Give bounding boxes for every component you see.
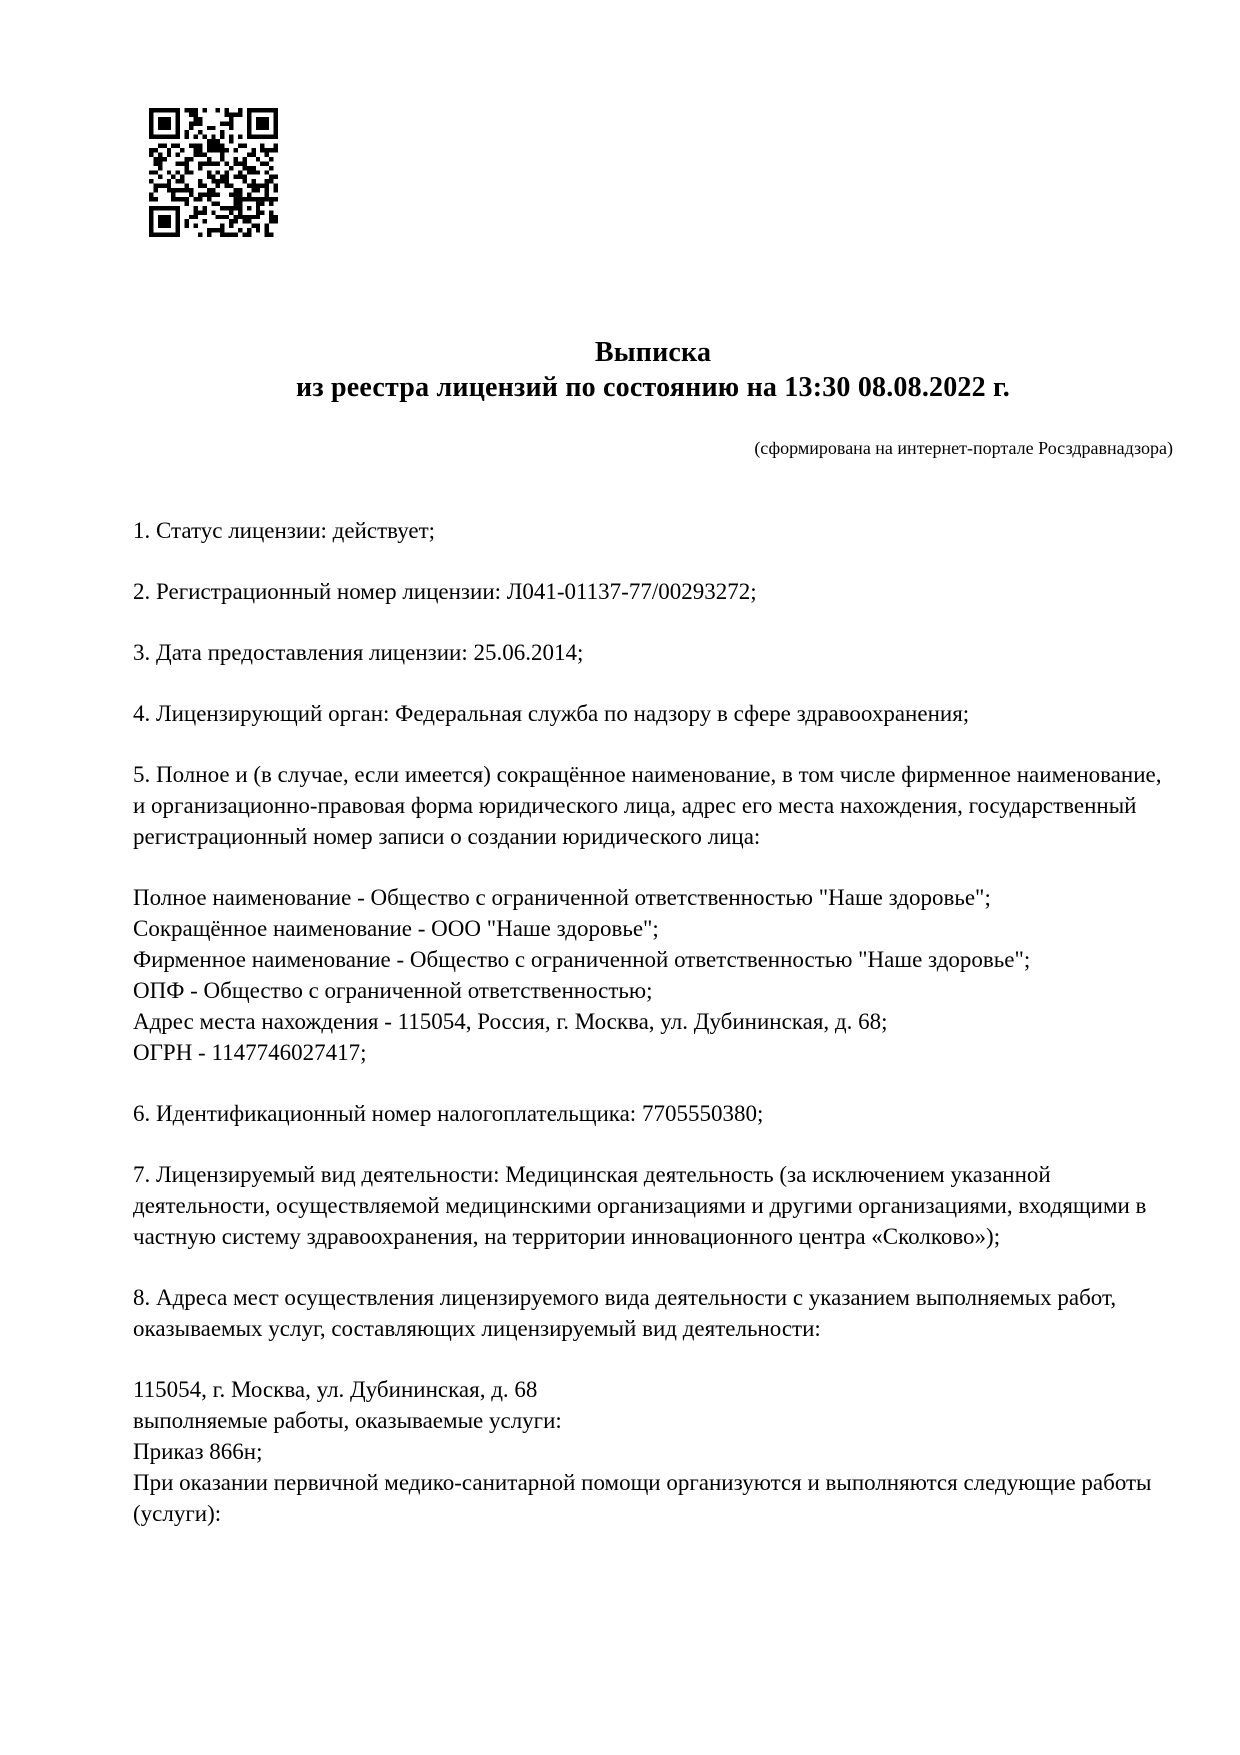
paragraph-inn: 6. Идентификационный номер налогоплательщика: 7705550380;	[133, 1101, 764, 1126]
document-title	[133, 335, 1173, 405]
paragraph-grant-date: 3. Дата предоставления лицензии: 25.06.2014;	[133, 640, 584, 665]
paragraph-license-status: 1. Статус лицензии: действует;	[133, 518, 436, 543]
document-body	[133, 515, 1173, 1529]
document-subtitle: (сформирована на интернет-портале Росздравнадзора)	[754, 438, 1173, 458]
title-line-2: из реестра лицензий по состоянию на 13:30 08.08.2022 г.	[296, 372, 1010, 403]
org-ogrn: ОГРН - 1147746027417;	[133, 1040, 367, 1065]
paragraph-licensed-activity: 7. Лицензируемый вид деятельности: Медицинская деятельность (за исключением указанной деятельности, осуществляемой медицинскими организациями и другими организациями, входящими в частную систему здравоохранения, на территории инновационного центра «Сколково»);	[133, 1162, 1147, 1249]
organization-block	[133, 882, 1173, 1068]
title-line-1: Выписка	[594, 337, 712, 368]
org-legal-form: ОПФ - Общество с ограниченной ответственностью;	[133, 978, 653, 1003]
work-services-label: выполняемые работы, оказываемые услуги:	[133, 1408, 562, 1433]
paragraph-licensing-authority: 4. Лицензирующий орган: Федеральная служба по надзору в сфере здравоохранения;	[133, 701, 970, 726]
work-order-number: Приказ 866н;	[133, 1439, 263, 1464]
org-short-name: Сокращённое наименование - ООО "Наше здоровье";	[133, 916, 659, 941]
work-address-block	[133, 1374, 1173, 1529]
org-address: Адрес места нахождения - 115054, Россия, г. Москва, ул. Дубининская, д. 68;	[133, 1009, 888, 1034]
org-full-name: Полное наименование - Общество с ограниченной ответственностью "Наше здоровье";	[133, 885, 991, 910]
paragraph-registration-number: 2. Регистрационный номер лицензии: Л041-01137-77/00293272;	[133, 579, 757, 604]
paragraph-activity-addresses-intro: 8. Адреса мест осуществления лицензируемого вида деятельности с указанием выполняемых работ, оказываемых услуг, составляющих лицензируемый вид деятельности:	[133, 1285, 1117, 1341]
work-primary-care: При оказании первичной медико-санитарной помощи организуются и выполняются следующие работы (услуги):	[133, 1470, 1152, 1526]
work-address: 115054, г. Москва, ул. Дубининская, д. 68	[133, 1377, 538, 1402]
paragraph-legal-entity-intro: 5. Полное и (в случае, если имеется) сокращённое наименование, в том числе фирменное наименование, и организационно-правовая форма юридического лица, адрес его места нахождения, государственный регистрационный номер записи о создании юридического лица:	[133, 762, 1162, 849]
document-content	[133, 0, 1173, 1559]
org-brand-name: Фирменное наименование - Общество с ограниченной ответственностью "Наше здоровье";	[133, 947, 1031, 972]
